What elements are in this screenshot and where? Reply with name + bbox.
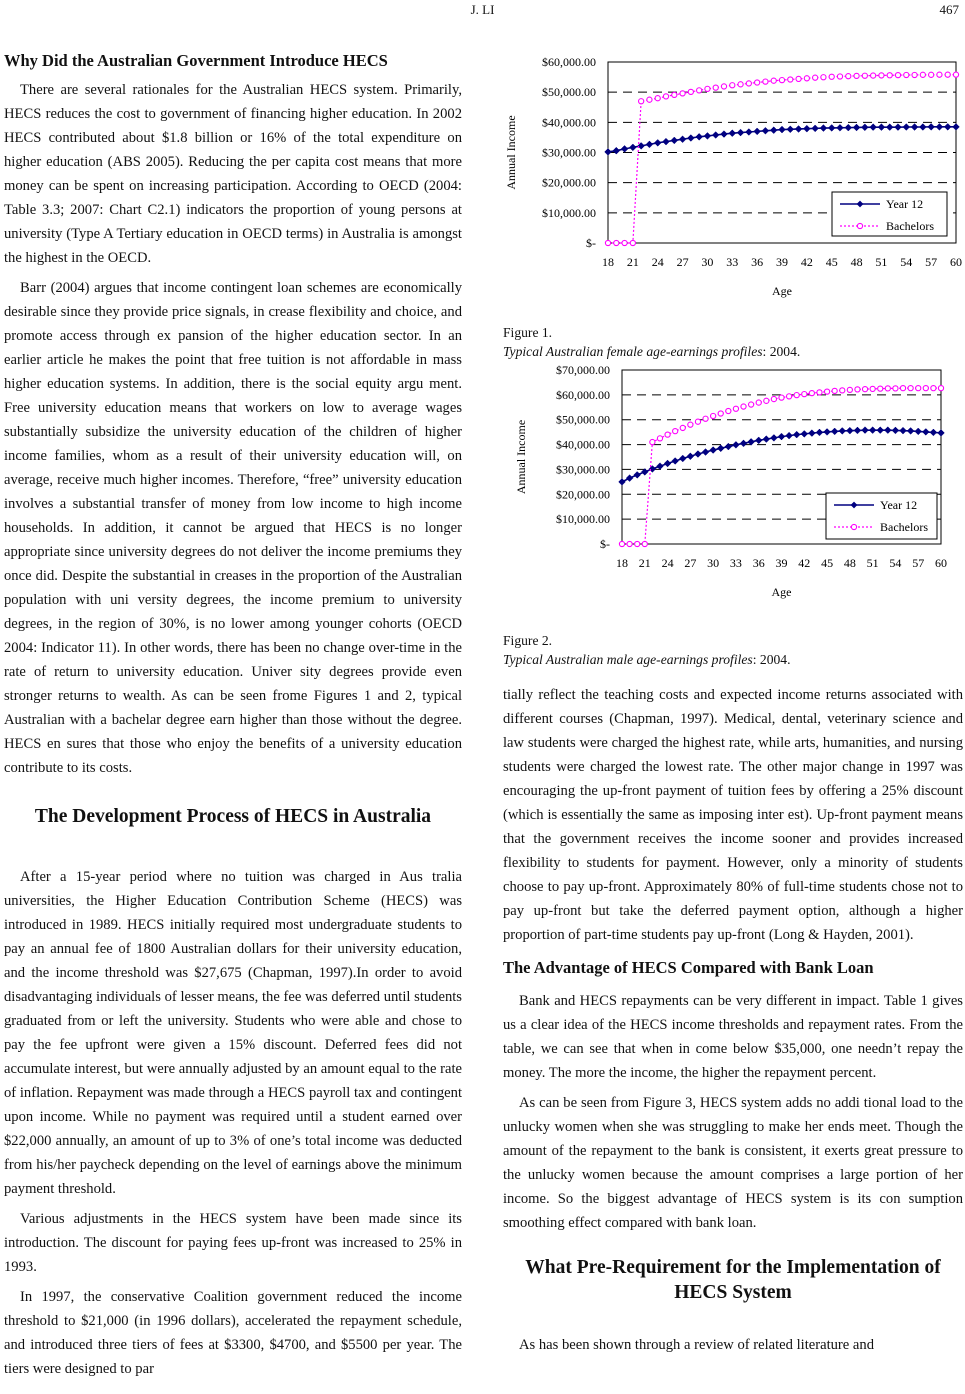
data-point-bachelors xyxy=(695,419,700,424)
data-point-year12 xyxy=(771,434,778,441)
data-point-bachelors xyxy=(703,416,708,421)
x-tick-label: 36 xyxy=(751,255,764,269)
data-point-year12 xyxy=(895,124,902,131)
data-point-year12 xyxy=(808,430,815,437)
data-point-year12 xyxy=(687,453,694,460)
x-tick-label: 42 xyxy=(798,556,811,570)
y-tick-label: $40,000.00 xyxy=(556,437,610,452)
x-axis-label: Age xyxy=(772,284,792,298)
x-tick-label: 18 xyxy=(602,255,614,269)
data-point-bachelors xyxy=(749,402,754,407)
y-tick-label: $20,000.00 xyxy=(556,487,610,502)
data-point-bachelors xyxy=(672,92,677,97)
x-tick-label: 39 xyxy=(776,255,788,269)
data-point-year12 xyxy=(837,124,844,131)
data-point-bachelors xyxy=(627,541,632,546)
data-point-bachelors xyxy=(862,387,867,392)
data-point-year12 xyxy=(787,126,794,133)
data-point-bachelors xyxy=(887,73,892,78)
data-point-year12 xyxy=(922,428,929,435)
data-point-year12 xyxy=(886,124,893,131)
data-point-bachelors xyxy=(630,240,635,245)
page-number: 467 xyxy=(939,2,959,17)
data-point-bachelors xyxy=(871,73,876,78)
data-point-bachelors xyxy=(619,541,624,546)
data-point-year12 xyxy=(938,429,945,436)
data-point-bachelors xyxy=(945,72,950,77)
x-tick-label: 30 xyxy=(707,556,720,570)
data-point-bachelors xyxy=(718,411,723,416)
data-point-year12 xyxy=(930,429,937,436)
data-point-year12 xyxy=(763,436,770,443)
figure-2-caption xyxy=(503,631,963,669)
data-point-bachelors xyxy=(755,80,760,85)
data-point-bachelors xyxy=(663,94,668,99)
data-point-year12 xyxy=(854,427,861,434)
data-point-year12 xyxy=(846,427,853,434)
paragraph-rationales: There are several rationales for the Australian HECS system. Primarily, HECS reduces the cost to government of financing higher education. In 2002 HECS contributed about $1.8 billion or 16% of the total expenditure on higher education (ABS 2005). Reducing the per capita cost means that more money can be spent on increasing participation. According to OECD (2004: Table 3.3; 2007: Chart C2.1) indicators the proportion of young persons at university (Type A Tertiary education in OECD terms) in Australia is amongst the highest in the OECD. xyxy=(4,82,462,266)
legend-label: Year 12 xyxy=(886,197,924,211)
x-tick-label: 27 xyxy=(676,255,689,269)
data-point-year12 xyxy=(903,124,910,131)
data-point-year12 xyxy=(696,133,703,140)
data-point-year12 xyxy=(779,126,786,133)
y-tick-label: $60,000.00 xyxy=(556,387,610,402)
data-point-bachelors xyxy=(779,78,784,83)
data-point-year12 xyxy=(862,427,869,434)
data-point-bachelors xyxy=(794,393,799,398)
data-point-year12 xyxy=(712,132,719,139)
x-tick-label: 57 xyxy=(925,255,938,269)
data-point-bachelors xyxy=(639,99,644,104)
left-column xyxy=(4,50,462,1387)
data-point-bachelors xyxy=(862,73,867,78)
y-tick-label: $70,000.00 xyxy=(556,363,610,377)
y-tick-label: $10,000.00 xyxy=(556,512,610,527)
data-point-year12 xyxy=(778,433,785,440)
y-tick-label: $10,000.00 xyxy=(542,205,596,220)
data-point-year12 xyxy=(845,124,852,131)
data-point-bachelors xyxy=(711,413,716,418)
data-point-bachelors xyxy=(885,386,890,391)
data-point-bachelors xyxy=(680,91,685,96)
data-point-year12 xyxy=(755,437,762,444)
section-heading-why: Why Did the Australian Government Introduce HECS xyxy=(4,51,388,70)
x-tick-label: 24 xyxy=(661,556,674,570)
data-point-bachelors xyxy=(912,72,917,77)
data-point-year12 xyxy=(820,125,827,132)
data-point-year12 xyxy=(737,129,744,136)
data-point-year12 xyxy=(770,127,777,134)
x-tick-label: 33 xyxy=(726,255,739,269)
data-point-bachelors xyxy=(854,73,859,78)
data-point-year12 xyxy=(672,458,679,465)
y-axis-label: Annual Income xyxy=(514,419,528,495)
data-point-bachelors xyxy=(923,386,928,391)
data-point-year12 xyxy=(928,123,935,130)
y-tick-label: $- xyxy=(600,537,610,551)
data-point-bachelors xyxy=(920,72,925,77)
x-tick-label: 42 xyxy=(800,255,813,269)
data-point-year12 xyxy=(687,135,694,142)
data-point-year12 xyxy=(634,471,641,478)
figure-2-title: Typical Australian male age-earnings profiles xyxy=(503,652,753,667)
x-tick-label: 30 xyxy=(701,255,714,269)
data-point-bachelors xyxy=(904,72,909,77)
data-point-bachelors xyxy=(893,386,898,391)
data-point-year12 xyxy=(892,427,899,434)
x-tick-label: 24 xyxy=(651,255,664,269)
data-point-year12 xyxy=(721,131,728,138)
x-axis-label: Age xyxy=(771,585,792,599)
data-point-year12 xyxy=(745,129,752,136)
data-point-bachelors xyxy=(697,88,702,93)
data-point-bachelors xyxy=(870,386,875,391)
data-point-year12 xyxy=(646,141,653,148)
data-point-year12 xyxy=(869,427,876,434)
data-point-bachelors xyxy=(802,392,807,397)
data-point-bachelors xyxy=(713,85,718,90)
data-point-bachelors xyxy=(756,400,761,405)
data-point-bachelors xyxy=(650,439,655,444)
x-tick-label: 39 xyxy=(775,556,788,570)
legend-marker-bachelors xyxy=(851,524,856,529)
x-tick-label: 51 xyxy=(866,556,879,570)
data-point-year12 xyxy=(629,144,636,151)
y-tick-label: $30,000.00 xyxy=(556,462,610,477)
data-point-year12 xyxy=(915,428,922,435)
paragraph-figure-3: As can be seen from Figure 3, HECS system adds no addi tional load to the unlucky women when she was struggling to make her ends meet. Though the amount of the repayment to the bank is consistent, it exerts great pressure to the unlucky women because the amount comprises a large portion of her income. So the biggest advantage of HECS system is its con sumption smoothing effect compared with bank loan. xyxy=(503,1095,963,1231)
x-tick-label: 60 xyxy=(935,556,947,570)
data-point-bachelors xyxy=(605,240,610,245)
data-point-bachelors xyxy=(817,390,822,395)
data-point-bachelors xyxy=(642,541,647,546)
data-point-bachelors xyxy=(665,432,670,437)
data-point-bachelors xyxy=(763,79,768,84)
data-point-bachelors xyxy=(786,394,791,399)
data-point-year12 xyxy=(605,148,612,155)
data-point-bachelors xyxy=(746,81,751,86)
data-point-year12 xyxy=(679,136,686,143)
header-author: J. LI xyxy=(470,2,495,17)
data-point-year12 xyxy=(733,441,740,448)
x-tick-label: 54 xyxy=(889,556,902,570)
data-point-bachelors xyxy=(771,396,776,401)
data-point-year12 xyxy=(884,427,891,434)
data-point-year12 xyxy=(911,124,918,131)
data-point-bachelors xyxy=(821,75,826,80)
data-point-bachelors xyxy=(705,86,710,91)
data-point-year12 xyxy=(679,455,686,462)
data-point-bachelors xyxy=(614,240,619,245)
paragraph-bank-vs-hecs: Bank and HECS repayments can be very different in impact. Table 1 gives us a clear idea of the HECS income thresholds and repayment rates. From the table, we can see that when in come below $35,000, one needn’t repay the money. The more the income, the higher the repayment percent. xyxy=(503,993,963,1081)
data-point-bachelors xyxy=(837,74,842,79)
data-point-year12 xyxy=(853,124,860,131)
data-point-year12 xyxy=(944,123,951,130)
data-point-year12 xyxy=(626,475,633,482)
x-tick-label: 48 xyxy=(850,255,863,269)
data-point-bachelors xyxy=(738,82,743,87)
data-point-year12 xyxy=(812,125,819,132)
running-header xyxy=(0,0,965,22)
data-point-year12 xyxy=(953,123,960,130)
data-point-bachelors xyxy=(840,388,845,393)
data-point-year12 xyxy=(919,124,926,131)
data-point-year12 xyxy=(671,137,678,144)
data-point-bachelors xyxy=(635,541,640,546)
data-point-bachelors xyxy=(929,72,934,77)
data-point-year12 xyxy=(861,124,868,131)
data-point-year12 xyxy=(831,428,838,435)
data-point-bachelors xyxy=(916,386,921,391)
x-tick-label: 57 xyxy=(912,556,925,570)
data-point-bachelors xyxy=(796,76,801,81)
female-earnings-chart xyxy=(503,50,963,315)
legend-label: Bachelors xyxy=(886,219,934,233)
x-tick-label: 45 xyxy=(825,255,838,269)
data-point-year12 xyxy=(695,451,702,458)
data-point-year12 xyxy=(801,430,808,437)
data-point-year12 xyxy=(729,130,736,137)
data-point-year12 xyxy=(762,127,769,134)
x-tick-label: 60 xyxy=(950,255,962,269)
data-point-year12 xyxy=(793,431,800,438)
data-point-bachelors xyxy=(938,386,943,391)
data-point-year12 xyxy=(936,123,943,130)
data-point-bachelors xyxy=(647,97,652,102)
data-point-bachelors xyxy=(657,436,662,441)
x-tick-label: 54 xyxy=(900,255,913,269)
data-point-year12 xyxy=(839,428,846,435)
legend-label: Bachelors xyxy=(880,520,928,534)
data-point-bachelors xyxy=(824,389,829,394)
data-point-bachelors xyxy=(953,72,958,77)
x-tick-label: 18 xyxy=(616,556,628,570)
data-point-year12 xyxy=(795,126,802,133)
data-point-bachelors xyxy=(733,406,738,411)
y-axis-label: Annual Income xyxy=(504,115,518,190)
paragraph-adjustments: Various adjustments in the HECS system have been made since its introduction. The discount for paying fees up-front was increased to 25% in 1993. xyxy=(4,1211,462,1275)
data-point-bachelors xyxy=(846,74,851,79)
data-point-bachelors xyxy=(813,75,818,80)
data-point-bachelors xyxy=(855,387,860,392)
y-tick-label: $50,000.00 xyxy=(542,85,596,100)
section-heading-development: The Development Process of HECS in Australia xyxy=(34,806,432,827)
right-column xyxy=(503,50,963,1363)
data-point-year12 xyxy=(621,145,628,152)
data-point-year12 xyxy=(803,125,810,132)
x-tick-label: 45 xyxy=(821,556,834,570)
data-point-year12 xyxy=(900,427,907,434)
data-point-bachelors xyxy=(764,398,769,403)
data-point-year12 xyxy=(717,445,724,452)
data-point-bachelors xyxy=(847,387,852,392)
data-point-year12 xyxy=(704,133,711,140)
x-tick-label: 36 xyxy=(752,556,765,570)
data-point-year12 xyxy=(877,427,884,434)
y-tick-label: $40,000.00 xyxy=(542,115,596,130)
data-point-bachelors xyxy=(908,386,913,391)
data-point-year12 xyxy=(740,440,747,447)
data-point-bachelors xyxy=(688,422,693,427)
x-tick-label: 33 xyxy=(729,556,742,570)
data-point-year12 xyxy=(654,139,661,146)
data-point-bachelors xyxy=(878,386,883,391)
data-point-bachelors xyxy=(771,78,776,83)
legend-label: Year 12 xyxy=(880,498,918,512)
data-point-bachelors xyxy=(655,96,660,101)
data-point-bachelors xyxy=(937,72,942,77)
y-tick-label: $20,000.00 xyxy=(542,175,596,190)
x-tick-label: 27 xyxy=(684,556,697,570)
y-tick-label: $50,000.00 xyxy=(556,412,610,427)
data-point-bachelors xyxy=(779,395,784,400)
data-point-year12 xyxy=(828,125,835,132)
data-point-year12 xyxy=(816,429,823,436)
data-point-year12 xyxy=(786,432,793,439)
data-point-bachelors xyxy=(829,74,834,79)
y-tick-label: $- xyxy=(586,236,596,250)
data-point-year12 xyxy=(824,428,831,435)
male-earnings-chart xyxy=(503,363,963,623)
data-point-bachelors xyxy=(809,391,814,396)
data-point-year12 xyxy=(613,147,620,154)
data-point-year12 xyxy=(907,428,914,435)
data-point-bachelors xyxy=(804,76,809,81)
data-point-bachelors xyxy=(832,388,837,393)
data-point-year12 xyxy=(664,460,671,467)
section-heading-advantage: The Advantage of HECS Compared with Bank Loan xyxy=(503,958,874,977)
figure-1-caption xyxy=(503,323,963,361)
data-point-bachelors xyxy=(721,84,726,89)
legend-marker-bachelors xyxy=(857,223,862,228)
data-point-bachelors xyxy=(931,386,936,391)
y-tick-label: $60,000.00 xyxy=(542,55,596,69)
y-tick-label: $30,000.00 xyxy=(542,145,596,160)
data-point-bachelors xyxy=(730,83,735,88)
data-point-bachelors xyxy=(788,77,793,82)
data-point-bachelors xyxy=(680,425,685,430)
data-point-year12 xyxy=(619,478,626,485)
data-point-year12 xyxy=(702,449,709,456)
data-point-bachelors xyxy=(622,240,627,245)
data-point-bachelors xyxy=(741,404,746,409)
figure-1-label: Figure 1. xyxy=(503,325,553,340)
x-tick-label: 51 xyxy=(875,255,888,269)
section-heading-prerequirement: What Pre-Requirement for the Implementation of HECS System xyxy=(525,1257,941,1303)
x-tick-label: 21 xyxy=(626,255,639,269)
paragraph-1997-changes: In 1997, the conservative Coalition government reduced the income threshold to $21,000 (in 1996 dollars), accelerated the repayment schedule, and introduced three tiers of fees at $3300, $4700, and $5500 per year. The tiers were designed to par xyxy=(4,1289,462,1377)
paragraph-tiers-continued: tially reflect the teaching costs and expected income returns associated with different courses (Chapman, 1997). Medical, dental, veterinary science and law students were charged the highest rate, while arts, humanities, and nursing students were charged the lowest rate. The other major change in 1997 was encouraging the up-front payment of tuition fees by offering a 25% discount (which is essentially the same as imposing inter est). Up-front payment means that the government receives the income sooner and provides increased flexibility to students for payment. However, only a minority of students choose to pay up-front. Approximately 80% of full-time students chose not to pay up-front but take the deferred payment option, although a higher proportion of part-time students pay up-front (Long & Hayden, 2001). xyxy=(503,687,963,943)
figure-1-title: Typical Australian female age-earnings profiles xyxy=(503,344,763,359)
data-point-bachelors xyxy=(726,408,731,413)
x-tick-label: 48 xyxy=(843,556,856,570)
paragraph-introduction-1989: After a 15-year period where no tuition was charged in Aus tralia universities, the Higher Education Contribution Scheme (HECS) was introduced in 1989. HECS initially required most undergraduate students to pay an annual fee of 1800 Australian dollars for their university education, and the income threshold was $27,675 (Chapman, 1997).In order to avoid disadvantaging individuals of lesser means, the fee was deferred until students graduated from or left the university. Students who were able and chose to pay the fee upfront were given a 15% discount. Deferred fees did not accumulate interest, but were annually adjusted by an amount equal to the rate of inflation. Repayment was made through a HECS payroll tax and contingent upon income. While no payment was required until a student earned over $22,000 annually, an amount of up to 3% of one’s total income was deducted from his/her paycheck depending on the level of earnings above the minimum payment threshold. xyxy=(4,869,462,1197)
x-tick-label: 21 xyxy=(638,556,651,570)
data-point-year12 xyxy=(870,124,877,131)
figure-2-label: Figure 2. xyxy=(503,633,553,648)
paragraph-barr: Barr (2004) argues that income contingent loan schemes are economically desirable since they provide price signals, in crease flexibility and choice, and promote access through ex pansion of the higher education sector. In an earlier article he makes the point that free tuition is not affordable in mass higher education systems. In addition, there is the social equity argu ment. Free university education means that workers on low to average wages substantially subsidize the university education of the children of higher income families, whom as a result of their university education will, on average, receive much higher incomes. Therefore, “free” university education involves a substantial transfer of money from low income to high income households. In addition, it cannot be argued that HECS is no longer appropriate since university degrees do not deliver the income premiums they once did. Despite the substantial in creases in the proportion of the Australian population with uni versity degrees, the income premium to university degrees, in the region of 30%, is no lower among younger cohorts (OECD 2004: Indicator 11). In other words, there has been no change over-time in the rate of return to university education. Univer sity degrees provide even stronger returns to wealth. As can be seen frome Figures 1 and 2, typical Australian with a bachelar degree earn higher than those without the degree. HECS en sures that those who enjoy the benefits of a university education contribute to its costs. xyxy=(4,280,462,776)
data-point-year12 xyxy=(878,124,885,131)
data-point-year12 xyxy=(663,138,670,145)
paragraph-review: As has been shown through a review of related literature and xyxy=(519,1337,874,1353)
data-point-bachelors xyxy=(673,429,678,434)
figure-1 xyxy=(503,50,963,315)
figure-2 xyxy=(503,363,963,623)
figure-1-year: : 2004. xyxy=(762,344,801,359)
data-point-bachelors xyxy=(688,89,693,94)
data-point-bachelors xyxy=(895,73,900,78)
data-point-year12 xyxy=(657,463,664,470)
figure-2-year: : 2004. xyxy=(752,652,791,667)
data-point-bachelors xyxy=(879,73,884,78)
data-point-year12 xyxy=(754,128,761,135)
data-point-bachelors xyxy=(900,386,905,391)
data-point-year12 xyxy=(710,447,717,454)
